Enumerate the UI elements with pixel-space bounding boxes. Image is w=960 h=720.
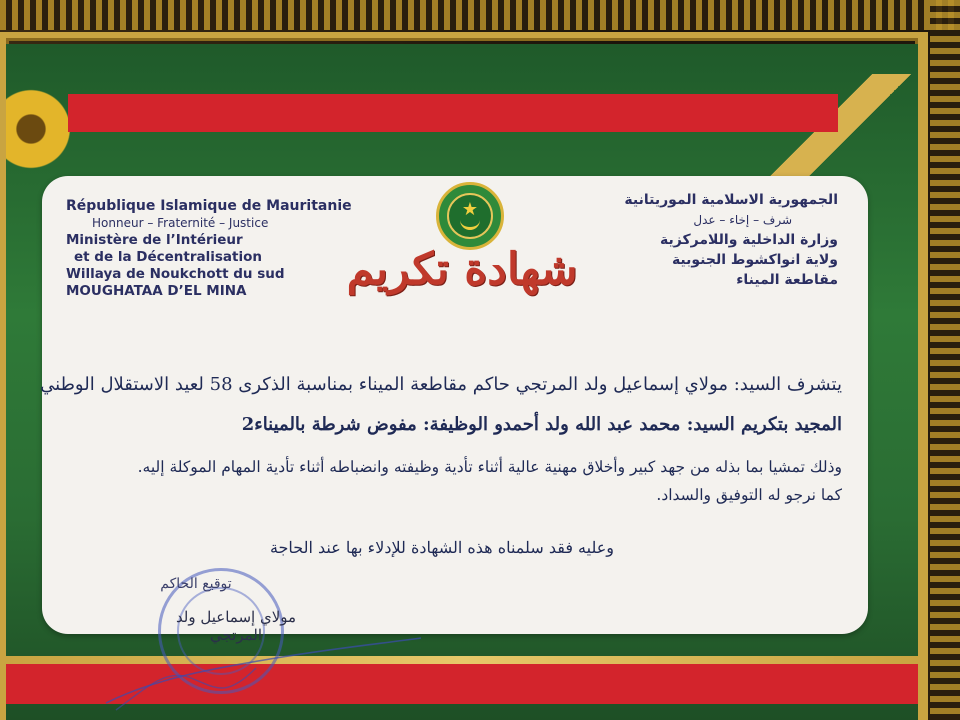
body-line: يتشرف السيد: مولاي إسماعيل ولد المرتجي حاكم مقاطعة الميناء بمناسبة الذكرى 58 لعيد الاستقلال الوطني	[40, 374, 842, 395]
emblem-star-icon: ★	[461, 199, 479, 220]
french-header-line: Ministère de l’Intérieur	[66, 232, 243, 248]
certificate-card	[40, 176, 868, 644]
national-emblem-icon	[436, 182, 504, 250]
arabic-header-motto: شرف – إخاء – عدل	[693, 213, 792, 227]
top-red-stripe	[68, 94, 838, 132]
body-closing-line: وعليه فقد سلمناه هذه الشهادة للإدلاء بها عند الحاجة	[269, 538, 615, 557]
body-line-honoree: المجيد بتكريم السيد: محمد عبد الله ولد أحمدو الوظيفة: مفوض شرطة بالميناء2	[241, 414, 842, 435]
french-header-motto: Honneur – Fraternité – Justice	[92, 216, 269, 230]
frame-right-pattern	[930, 0, 960, 720]
arabic-header-line: ولاية انواكشوط الجنوبية	[671, 252, 838, 268]
sunflower-decoration-icon	[6, 84, 76, 174]
emblem-inner-ring	[447, 193, 493, 239]
frame-top-pattern	[0, 0, 960, 30]
handwritten-signature-icon	[96, 608, 426, 720]
emblem-crescent-icon	[460, 217, 480, 230]
french-header-line: Willaya de Noukchott du sud	[66, 266, 285, 282]
signature-title: توقيع الحاكم	[160, 576, 232, 592]
body-line: كما نرجو له التوفيق والسداد.	[656, 486, 842, 504]
french-header-line: MOUGHATAA D’EL MINA	[66, 283, 247, 299]
arabic-header-line: الجمهورية الاسلامية الموريتانية	[624, 192, 838, 208]
arabic-header-line: مقاطعة الميناء	[736, 272, 838, 288]
signature-area	[96, 568, 356, 688]
body-line: وذلك تمشيا بما بذله من جهد كبير وأخلاق مهنية عالية أثناء تأدية وظيفته وانضباطه أثناء تأدية المهام الموكلة إليه.	[137, 458, 842, 476]
certificate-background	[6, 44, 918, 720]
signatory-name: مولاي إسماعيل ولد المرتجي	[175, 608, 297, 644]
french-header-line: République Islamique de Mauritanie	[66, 198, 352, 214]
certificate-title: شهادة تكريم	[346, 244, 578, 295]
arabic-header-line: وزارة الداخلية واللامركزية	[660, 232, 838, 248]
french-header-line: et de la Décentralisation	[74, 249, 262, 265]
